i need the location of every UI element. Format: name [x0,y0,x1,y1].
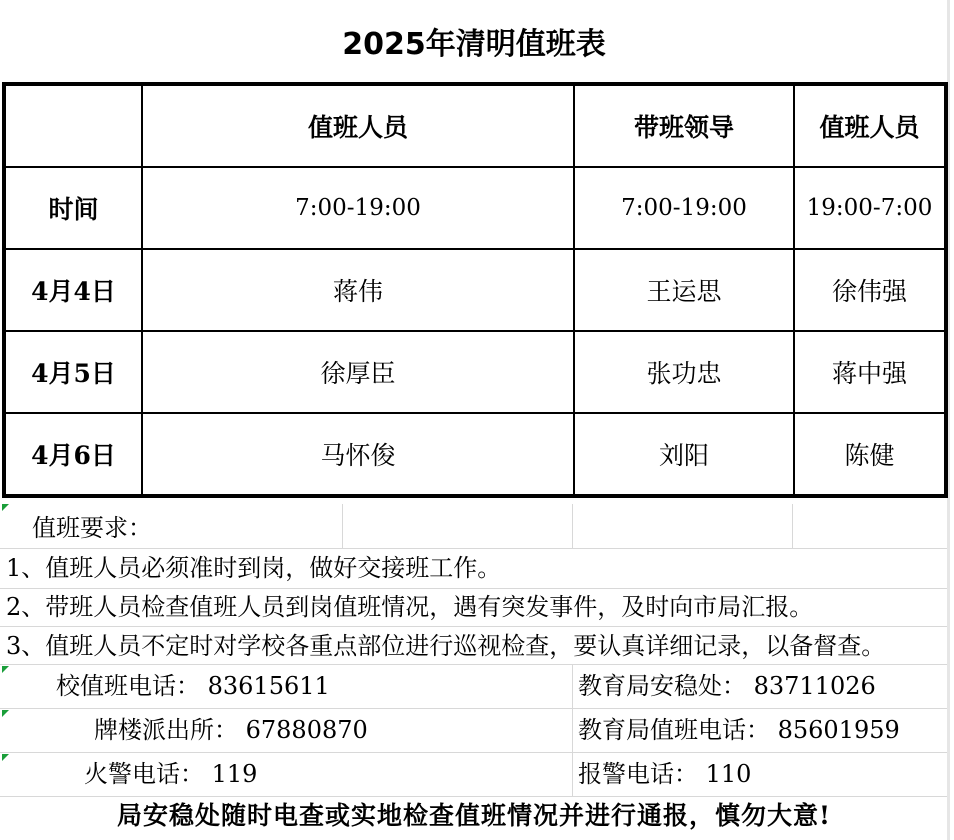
requirement-item[interactable]: 2、带班人员检查值班人员到岗值班情况，遇有突发事件，及时向市局汇报。 [6,593,814,621]
time-cell[interactable]: 7:00-19:00 [574,167,794,249]
time-row [4,167,946,249]
cell-marker-icon [2,710,9,717]
table-row [4,249,946,331]
contact-bureau-duty[interactable]: 教育局值班电话： 85601959 [578,716,900,744]
name-cell[interactable]: 马怀俊 [142,413,574,496]
date-cell[interactable]: 4月5日 [4,331,142,413]
requirement-item[interactable]: 1、值班人员必须准时到岗，做好交接班工作。 [6,554,502,582]
gridline [342,504,343,548]
header-cell[interactable]: 值班人员 [142,84,574,167]
duty-schedule-table [2,82,948,498]
header-cell[interactable]: 值班人员 [794,84,946,167]
header-cell[interactable]: 带班领导 [574,84,794,167]
table-row [4,331,946,413]
time-cell[interactable]: 7:00-19:00 [142,167,574,249]
name-cell[interactable]: 徐厚臣 [142,331,574,413]
contact-school[interactable]: 校值班电话： 83615611 [56,672,330,700]
requirements-label[interactable]: 值班要求： [32,514,152,542]
page-title: 2025年清明值班表 [342,27,606,62]
header-cell[interactable] [4,84,142,167]
contact-police-station[interactable]: 牌楼派出所： 67880870 [94,716,368,744]
date-cell[interactable]: 4月4日 [4,249,142,331]
date-cell[interactable]: 4月6日 [4,413,142,496]
table-row [4,413,946,496]
gridline [572,504,573,548]
gridline [572,664,573,796]
name-cell[interactable]: 蒋中强 [794,331,946,413]
contact-fire[interactable]: 火警电话： 119 [84,760,258,788]
notice-text[interactable]: 局安稳处随时电查或实地检查值班情况并进行通报，慎勿大意! [117,801,831,830]
name-cell[interactable]: 陈健 [794,413,946,496]
time-cell[interactable]: 19:00-7:00 [794,167,946,249]
table-header-row [4,84,946,167]
row-label-cell[interactable]: 时间 [4,167,142,249]
requirement-item[interactable]: 3、值班人员不定时对学校各重点部位进行巡视检查，要认真详细记录，以备督查。 [6,632,886,660]
contact-police[interactable]: 报警电话： 110 [578,760,752,788]
cell-marker-icon [2,504,9,511]
gridline [792,504,793,548]
name-cell[interactable]: 张功忠 [574,331,794,413]
cell-marker-icon [2,754,9,761]
cell-marker-icon [2,666,9,673]
contact-bureau-safety[interactable]: 教育局安稳处： 83711026 [578,672,876,700]
name-cell[interactable]: 蒋伟 [142,249,574,331]
name-cell[interactable]: 徐伟强 [794,249,946,331]
name-cell[interactable]: 王运思 [574,249,794,331]
name-cell[interactable]: 刘阳 [574,413,794,496]
